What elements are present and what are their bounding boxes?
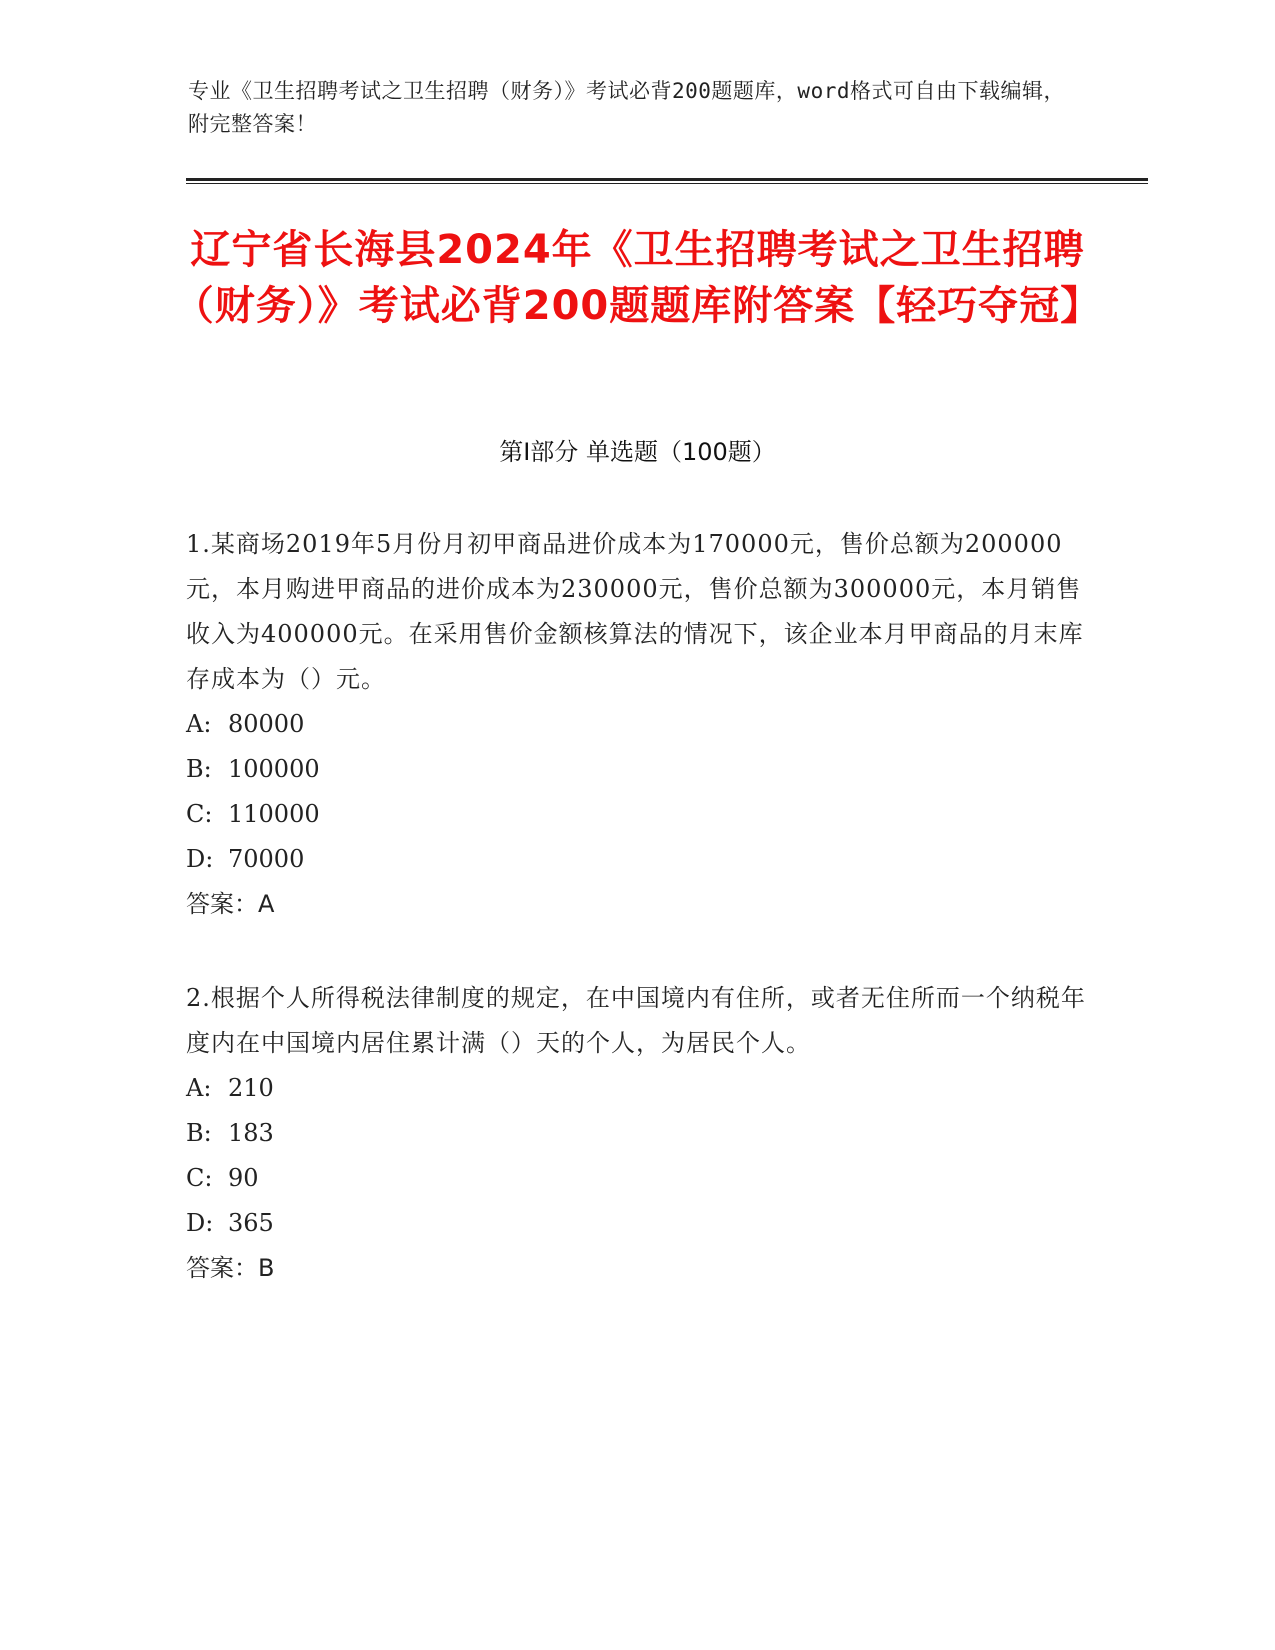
document-title: 辽宁省长海县2024年《卫生招聘考试之卫生招聘（财务）》考试必背200题题库附答案【轻巧夺冠】 [173,227,1102,329]
option-value: 100000 [228,755,320,783]
option-letter: A: [186,1074,212,1102]
option-c [186,1156,1086,1201]
answer-line: 答案：B [186,1254,275,1282]
header-rule-thick [186,178,1148,181]
question-block [186,976,1086,1291]
option-letter: C: [186,1164,213,1192]
option-value: 70000 [228,845,305,873]
option-value: 110000 [228,800,320,828]
answer-line: 答案：A [186,890,275,918]
option-d [186,1201,1086,1246]
option-letter: A: [186,710,212,738]
section-heading: 第I部分 单选题（100题） [499,438,776,466]
option-letter: D: [186,1209,214,1237]
option-c [186,792,1086,837]
option-letter: C: [186,800,213,828]
question-stem: 2.根据个人所得税法律制度的规定，在中国境内有住所，或者无住所而一个纳税年度内在中国境内居住累计满（）天的个人，为居民个人。 [186,984,1086,1057]
header-note: 专业《卫生招聘考试之卫生招聘（财务）》考试必背200题题库，word格式可自由下载编辑，附完整答案！ [188,79,1065,136]
header-rule-thin [186,183,1148,184]
option-a [186,1066,1086,1111]
option-letter: D: [186,845,214,873]
option-value: 90 [228,1164,259,1192]
option-a [186,702,1086,747]
option-value: 80000 [228,710,305,738]
question-stem: 1.某商场2019年5月份月初甲商品进价成本为170000元，售价总额为200000元，本月购进甲商品的进价成本为230000元，售价总额为300000元，本月销售收入为400000元。在采用售价金额核算法的情况下，该企业本月甲商品的月末库存成本为（）元。 [186,530,1084,693]
option-letter: B: [186,1119,212,1147]
option-d [186,837,1086,882]
option-b [186,747,1086,792]
option-value: 365 [228,1209,274,1237]
option-b [186,1111,1086,1156]
question-block [186,522,1086,927]
option-letter: B: [186,755,212,783]
option-value: 183 [228,1119,274,1147]
option-value: 210 [228,1074,274,1102]
